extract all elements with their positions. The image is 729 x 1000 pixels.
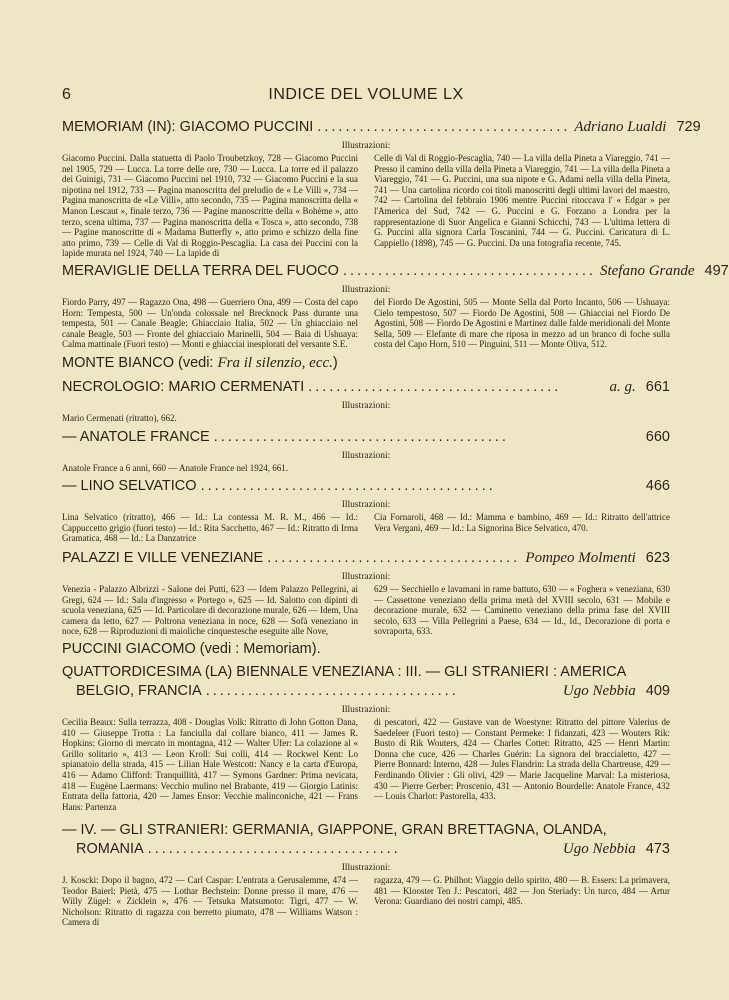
entry-title-line1: QUATTORDICESIMA (LA) BIENNALE VENEZIANA : III. — GLI STRANIERI : AMERICA bbox=[62, 664, 627, 680]
illustrations-text: Mario Cermenati (ritratto), 662. bbox=[62, 413, 177, 423]
entry-author: Stefano Grande bbox=[599, 263, 695, 279]
entry-page: 497 bbox=[704, 263, 729, 279]
leader-dots: .......................................... bbox=[213, 429, 509, 445]
leader-dots: .................................... bbox=[267, 550, 521, 566]
index-entry bbox=[62, 262, 729, 350]
illustrations-right: del Fiordo De Agostini, 505 — Monte Sella dal Porto Incanto, 506 — Ushuaya: Cielo tempestoso, 507 — Fiordo De Agostini, 508 — Ghiacciai nel Fiordo De Agostini, 508 — Fiordo De Agostini e Martinez dalle falde meridionali del Monte Sella, 509 — Elefante di mare che riposa in mezzo ad un branco di foche sulla costa del Capo Horn, 510 — Pinguini, 511 — Monte Oliva, 512. bbox=[374, 297, 670, 350]
entry-page: 473 bbox=[645, 841, 670, 857]
entry-page: 623 bbox=[645, 550, 670, 566]
leader-dots: .................................... bbox=[308, 379, 562, 395]
index-entry bbox=[62, 428, 670, 474]
index-entry bbox=[62, 549, 670, 637]
illustrations-label: Illustrazioni: bbox=[341, 451, 391, 461]
entry-title: MERAVIGLIE DELLA TERRA DEL FUOCO bbox=[62, 263, 339, 279]
running-head bbox=[62, 86, 670, 106]
entry-page: 729 bbox=[676, 119, 701, 135]
entry-heading bbox=[62, 378, 670, 397]
entry-heading bbox=[62, 262, 729, 281]
entry-page: 466 bbox=[645, 478, 670, 494]
entry-author: Ugo Nebbia bbox=[562, 841, 636, 857]
entry-title: MEMORIAM (IN): GIACOMO PUCCINI bbox=[62, 119, 314, 135]
illustrations-label: Illustrazioni: bbox=[341, 141, 391, 151]
illustrations-label: Illustrazioni: bbox=[341, 500, 391, 510]
page-number: 6 bbox=[62, 86, 72, 103]
entry-title: BELGIO, FRANCIA bbox=[76, 683, 202, 699]
index-entry bbox=[62, 477, 670, 544]
entry-author: Ugo Nebbia bbox=[562, 683, 636, 699]
illustrations-left: J. Koscki: Dopo il bagno, 472 — Carl Caspar: L'entrata a Gerusalemme, 474 — Teodor Baierl: Pietà, 475 — Lothar Bechstein: Donne presso il mare, 476 — Willy Zügel: « Zicklein », 476 — Tetsuka Matsumoto: Tigri, 477 — W. Nicholson: Ritratto di ragazza con berretto piumato, 478 — Williams Watson : Camera di bbox=[62, 875, 358, 928]
entry-heading bbox=[62, 682, 670, 701]
entry-title-line1: — IV. — GLI STRANIERI: GERMANIA, GIAPPONE, GRAN BRETTAGNA, OLANDA, bbox=[62, 822, 607, 838]
leader-dots: .................................... bbox=[147, 841, 401, 857]
entry-title: PALAZZI E VILLE VENEZIANE bbox=[62, 550, 264, 566]
entry-author: a. g. bbox=[609, 379, 636, 395]
page-title: INDICE DEL VOLUME LX bbox=[268, 86, 464, 103]
ref-end: ) bbox=[332, 355, 338, 371]
illustrations-right: 629 — Secchiello e lavamani in rame battuto, 630 — « Foghera » veneziana, 630 — Cassettone veneziano della prima metà del XVIII secolo, 631 — Mobile e decorazione murale, 632 — Caminetto veneziano della prima fase del XVIII secolo, 633 — Villa Pellegrini a Paese, 634 — Id., Id., Decorazione di porta e sovraporta, 633. bbox=[374, 584, 670, 637]
entry-title: NECROLOGIO: MARIO CERMENATI bbox=[62, 379, 305, 395]
entry-heading bbox=[62, 118, 701, 137]
illustrations-label: Illustrazioni: bbox=[341, 863, 391, 873]
illustrations-label: Illustrazioni: bbox=[341, 705, 391, 715]
illustrations-label: Illustrazioni: bbox=[341, 401, 391, 411]
entry-heading bbox=[62, 477, 670, 496]
illustrations-left: Fiordo Parry, 497 — Ragazzo Ona, 498 — Guerriero Ona, 499 — Costa del capo Horn: Tempesta, 500 — Un'onda colossale nel Brecknock Pass durante una tempesta, 501 — Canale Beagle: Ghiacciaio Italia, 502 — Un ghiacciaio nel canale Beagle, 503 — Fronte del ghiacciaio Marinelli, 504 — Baia di Ushuaya: Calma mattinale (Fuori testo) — Monti e ghiacciai inesplorati del versante S.E. bbox=[62, 297, 358, 350]
entry-page: 660 bbox=[645, 429, 670, 445]
index-entry bbox=[62, 663, 670, 812]
ref-target: Fra il silenzio, ecc. bbox=[217, 355, 333, 371]
index-entry bbox=[62, 378, 670, 424]
illustrations-text: Anatole France a 6 anni, 660 — Anatole France nel 1924, 661. bbox=[62, 463, 288, 473]
ref-text: PUCCINI GIACOMO (vedi : Memoriam). bbox=[62, 641, 321, 657]
leader-dots: .................................... bbox=[342, 263, 596, 279]
ref-text: MONTE BIANCO (vedi: bbox=[62, 355, 218, 371]
entry-heading bbox=[62, 840, 670, 859]
illustrations-right: ragazza, 479 — G. Philhot: Viaggio dello spirito, 480 — B. Essers: La primavera, 481 — Klooster Ten J.: Pescatori, 482 — Jon Steriady: Un turco, 484 — Artur Verona: Guardiano dei nostri campi, 485. bbox=[374, 875, 670, 907]
leader-dots: .......................................... bbox=[200, 478, 496, 494]
index-entry bbox=[62, 118, 701, 259]
index-entry bbox=[62, 821, 670, 928]
illustrations-right: Cia Fornaroli, 468 — Id.: Mamma e bambino, 469 — Id.: Ritratto dell'attrice Vera Vergani, 469 — Id.: La Signorina Bice Selvatico, 470. bbox=[374, 512, 670, 533]
entry-title: ROMANIA bbox=[76, 841, 144, 857]
leader-dots: .................................... bbox=[205, 683, 459, 699]
entry-heading bbox=[62, 428, 670, 447]
entry-title: — LINO SELVATICO bbox=[62, 478, 197, 494]
cross-reference bbox=[62, 640, 670, 659]
illustrations-left: Cecilia Beaux: Sulla terrazza, 408 - Douglas Volk: Ritratto di John Gotton Dana, 410 — Giuseppe Trotta : La fanciulla dal collare bianco, 411 — James R. Hopkins: Giorno di mercato in montagna, 412 — Walter Ufer: La colazione al « Grillo solitario », 413 — Leon Kroll: Sui colli, 414 — Rockwel Kent: Lo spianatoio della strada, 415 — Lilian Hale Westcott: Nancy e la carta d'Europa, 416 — Adamo Clifford: Tranquillità, 417 — Symons Gardner: Prima nevicata, 418 — Eugène Laermans: Vecchio mulino nel Brabante, 419 — Giorgio Latinis: Entrata della fattoria, 420 — James Ensor: Vecchie malinconiche, 421 — Frans Hans: Partenza bbox=[62, 717, 358, 812]
illustrations-left: Giacomo Puccini. Dalla statuetta di Paolo Troubetzkoy, 728 — Giacomo Puccini nel 1905, 729 — Lucca. La torre delle ore, 730 — Lucca. La torre ed il palazzo dei Guinigi, 731 — Giacomo Puccini nel 1910, 732 — Giacomo Puccini e la sua nipotina nel 1912, 733 — Pagina manoscritta del preludio de « Le Villi », 734 — Pagina manoscritta de «Le Villi», atto secondo, 735 — Pagina manoscritta della « Manon Lescaut », finale terzo, 736 — Pagine manoscritte della « Bohème », atto terzo, scena ultima, 737 — Pagina manoscritta della « Tosca », atto secondo, 738 — Pagine manoscritte di « Madama Butterfly », atto primo e schizzo della fine atto primo, 739 — Celle di Val di Roggio-Pescaglia. La casa dei Puccini con la lapide murata nel 1924, 740 — La lapide di bbox=[62, 153, 358, 259]
illustrations-label: Illustrazioni: bbox=[341, 572, 391, 582]
entry-author: Adriano Lualdi bbox=[574, 119, 667, 135]
entry-title: — ANATOLE FRANCE bbox=[62, 429, 210, 445]
entry-page: 661 bbox=[645, 379, 670, 395]
illustrations-right: Celle di Val di Roggio-Pescaglia, 740 — La villa della Pineta a Viareggio, 741 — Presso il camino della villa della Pineta a Viareggio, 741 — La villa della Pineta a Viareggio, 741 — G. Puccini, una sua nipote e G. Adami nella villa della Pineta, 741 — Una cartolina ricordo coi titoli manoscritti degli ultimi lavori del maestro, 742 — Cartolina del febbraio 1906 mentre Puccini ritoccava l' « Edgar » per l'America del Sud, 742 — G. Puccini e G. Forzano a Londra per la rappresentazione di Suor Angelica e Gianni Schicchi, 743 — L'ultima lettera di G. Puccini alla signora Carla Toscanini, 744 — G. Puccini. Caricatura di L. Cappiello (1898), 745 — G. Puccini. Da una fotografia recente, 745. bbox=[374, 153, 670, 248]
cross-reference bbox=[62, 354, 670, 373]
illustrations-left: Lina Selvatico (ritratto), 466 — Id.: La contessa M. R. M., 466 — Id.: Cappuccetto grigio (fuori testo) — Id.: Rita Sacchetto, 467 — Id.: Ritratto di Irma Gramatica, 468 — Id.: La Danzatrice bbox=[62, 512, 358, 544]
illustrations-left: Venezia - Palazzo Albrizzi - Salone dei Putti, 623 — Idem Palazzo Pellegrini, ai Gregi, 624 — Id.: Sala d'ingresso « Portego », 625 — Id. Salotto con dipinti di scuola veneziana, 625 — Id. Particolare di decorazione murale, 626 — Idem, Una camera da letto, 627 — Poltrona veneziana in noce, 628 — Sofà veneziano in noce, 628 — Riproduzioni di maioliche cinquestesche eseguite alle Nove, bbox=[62, 584, 358, 637]
entry-author: Pompeo Molmenti bbox=[525, 550, 636, 566]
entry-heading bbox=[62, 549, 670, 568]
illustrations-label: Illustrazioni: bbox=[341, 285, 391, 295]
illustrations-right: di pescatori, 422 — Gustave van de Woestyne: Ritratto del pittore Valerius de Saedeleer (Fuori testo) — Constant Permeke: I fidanzati, 423 — Wouters Rik: Busto di Rik Wouters, 424 — Charles Cottet: Ritratto, 425 — Henri Martin: Donna che cuce, 426 — Charles Guérin: La signora del braccialetto, 427 — Pierre Bonnard: Interno, 428 — Jules Flandrin: La strada della Chartreuse, 429 — Ferdinando Olivier : Gli olivi, 429 — Marie Jacqueline Marval: La misteriosa, 430 — Pierre Gerber: Proscenio, 431 — Antonio Bourdelle: Anatole France, 432 — Louis Charlot: Pastorella, 433. bbox=[374, 717, 670, 802]
entry-page: 409 bbox=[645, 683, 670, 699]
leader-dots: .................................... bbox=[317, 119, 571, 135]
